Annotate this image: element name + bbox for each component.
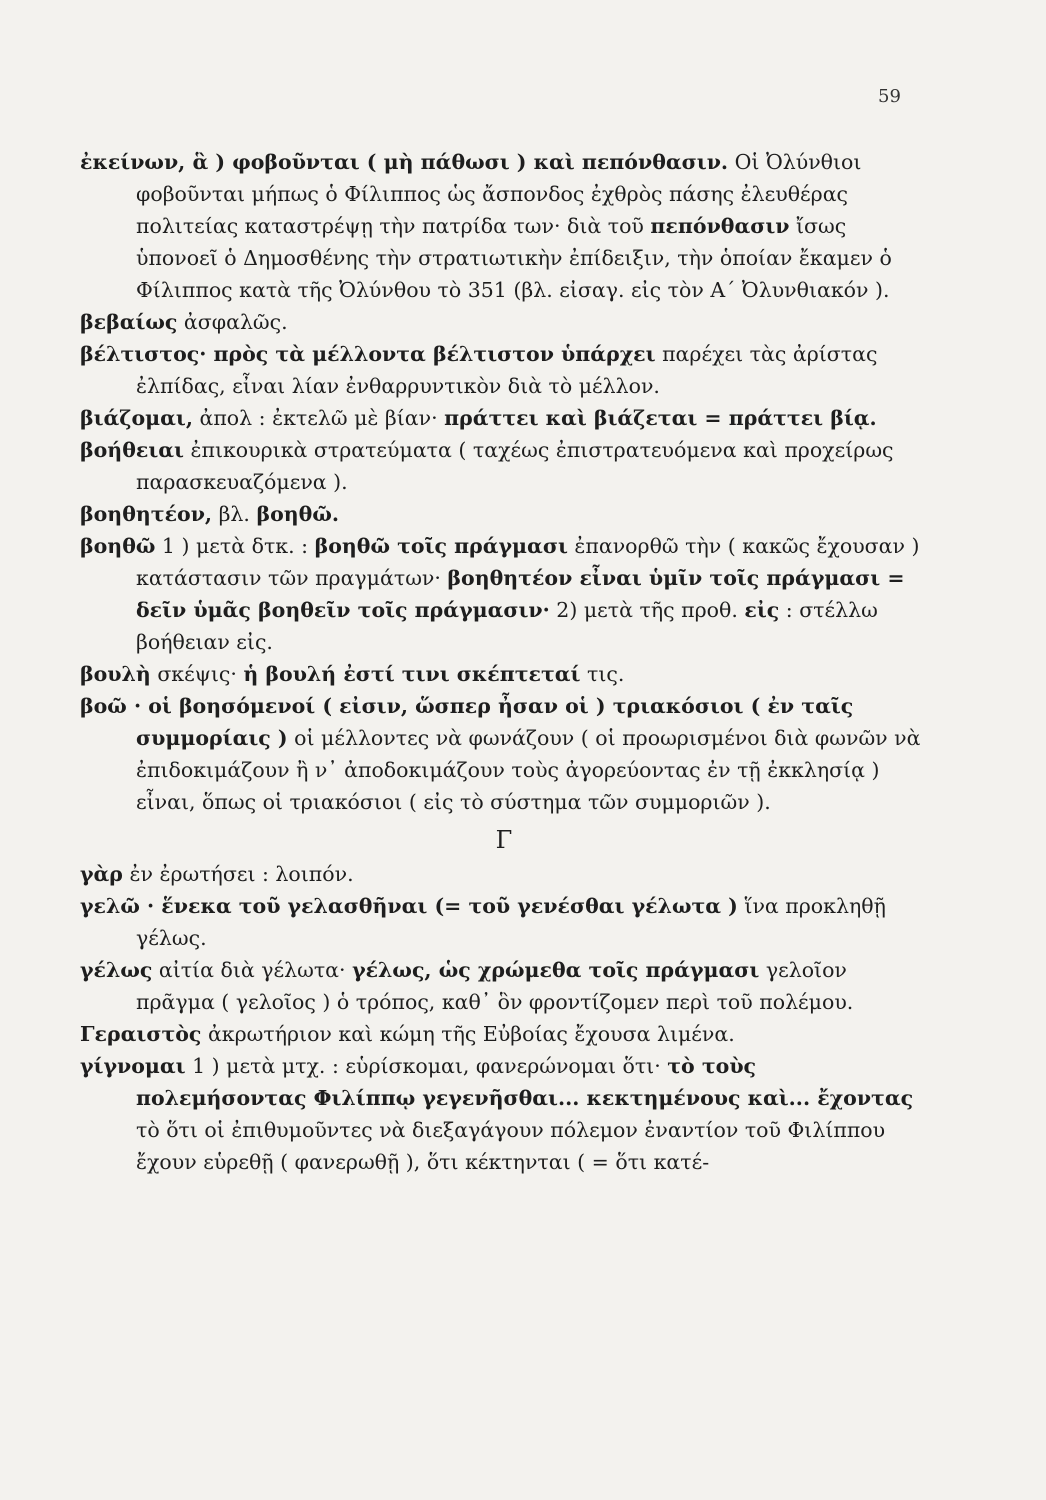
entry-text: σκέψις· — [150, 662, 244, 686]
entry-text: ἀκρωτήριον καὶ κώμη τῆς Εὐβοίας ἔχουσα λιμένα. — [201, 1022, 735, 1046]
entry-term: βοηθῶ. — [256, 502, 339, 526]
glossary-entry — [80, 434, 928, 498]
glossary-entry — [80, 1050, 928, 1178]
entry-text: ἐπικουρικὰ στρατεύματα ( ταχέως ἐπιστρατευόμενα καὶ προχείρως παρασκευαζόμενα ). — [136, 438, 894, 494]
entry-text: οἱ μέλλοντες νὰ φωνάζουν ( οἱ προωρισμένοι διὰ φωνῶν νὰ ἐπιδοκιμάζουν ἢ ν᾽ ἀποδοκιμάζουν τοὺς ἀγορεύοντας ἐν τῇ ἐκκλησίᾳ ) εἶναι, ὅπως οἱ τριακόσιοι ( εἰς τὸ σύστημα τῶν συμμοριῶν ). — [136, 726, 921, 814]
glossary-entry — [80, 858, 928, 890]
entry-text: ἐπανορθῶ τὴν ( κακῶς ἔχουσαν ) κατάστασιν τῶν πραγμάτων· — [136, 534, 920, 590]
entry-text: 2) μετὰ τῆς προθ. — [549, 598, 745, 622]
glossary-entry — [80, 658, 928, 690]
entry-text: γελοῖον πρᾶγμα ( γελοῖος ) ὁ τρόπος, καθ᾽ ὃν φροντίζομεν περὶ τοῦ πολέμου. — [136, 958, 854, 1014]
entry-term: βουλὴ — [80, 662, 151, 686]
glossary-entry — [80, 954, 928, 1018]
glossary-entry — [80, 146, 928, 306]
glossary-entry — [80, 690, 928, 818]
glossary-entry — [80, 530, 928, 658]
entry-text: παρέχει τὰς ἀρίστας ἐλπίδας, εἶναι λίαν ἐνθαρρυντικὸν διὰ τὸ μέλλον. — [136, 342, 878, 398]
entry-term: βοηθῶ — [80, 534, 156, 558]
glossary-entry — [80, 338, 928, 402]
entry-term: τὸ τοὺς πολεμήσοντας Φιλίππῳ γεγενῆσθαι... κεκτημένους καὶ... ἔχοντας — [136, 1054, 914, 1110]
dictionary-content — [80, 146, 928, 1178]
glossary-entry — [80, 306, 928, 338]
entry-text: 1 ) μετὰ μτχ. : εὑρίσκομαι, φανερώνομαι ὅτι· — [185, 1054, 668, 1078]
entry-term: γίγνομαι — [80, 1054, 186, 1078]
entry-text: αἰτία διὰ γέλωτα· — [152, 958, 353, 982]
entry-term: βεβαίως — [80, 310, 178, 334]
entry-text: τὸ ὅτι οἱ ἐπιθυμοῦντες νὰ διεξαγάγουν πόλεμον ἐναντίον τοῦ Φιλίππου ἔχουν εὑρεθῇ ( φανερωθῇ ), ὅτι κέκτηνται ( = ὅτι κατέ- — [136, 1118, 886, 1174]
entry-text: ἵνα προκληθῇ γέλως. — [136, 894, 886, 950]
entry-term: ἐκείνων, ἃ ) φοβοῦνται ( μὴ πάθωσι ) καὶ πεπόνθασιν. — [80, 150, 729, 174]
entry-term: βοηθῶ τοῖς πράγμασι — [314, 534, 568, 558]
entry-text: ἴσως ὑπονοεῖ ὁ Δημοσθένης τὴν στρατιωτικὴν ἐπίδειξιν, τὴν ὁποίαν ἔκαμεν ὁ Φίλιππος κατὰ τῆς Ὀλύνθου τὸ 351 (βλ. εἰσαγ. εἰς τὸν Α΄ Ὀλυνθιακόν ). — [136, 214, 892, 302]
entry-term: βέλτιστος· πρὸς τὰ μέλλοντα βέλτιστον ὑπάρχει — [80, 342, 656, 366]
glossary-entry — [80, 890, 928, 954]
entry-term: πεπόνθασιν — [650, 214, 790, 238]
entry-text: : στέλλω βοήθειαν εἰς. — [136, 598, 878, 654]
entry-term: Γεραιστὸς — [80, 1022, 202, 1046]
entry-term: εἰς — [744, 598, 780, 622]
entry-term: γὰρ — [80, 862, 123, 886]
entry-text: 1 ) μετὰ δτκ. : — [155, 534, 315, 558]
entry-term: βοηθητέον εἶναι ὑμῖν τοῖς πράγμασι = δεῖν ὑμᾶς βοηθεῖν τοῖς πράγμασιν· — [136, 566, 905, 622]
entry-text: βλ. — [212, 502, 257, 526]
entry-term: βοῶ · οἱ βοησόμενοί ( εἰσιν, ὥσπερ ἦσαν οἱ ) τριακόσιοι ( ἐν ταῖς συμμορίαις ) — [80, 694, 854, 750]
entry-term: βοηθητέον, — [80, 502, 213, 526]
entries-top — [80, 146, 928, 818]
entry-term: πράττει καὶ βιάζεται = πράττει βίᾳ. — [444, 406, 877, 430]
entry-term: γέλως, ὡς χρώμεθα τοῖς πράγμασι — [352, 958, 760, 982]
entry-term: βοήθειαι — [80, 438, 184, 462]
entry-text: ἀπολ : ἐκτελῶ μὲ βίαν· — [192, 406, 445, 430]
entry-text: τις. — [580, 662, 625, 686]
entry-term: γελῶ · ἕνεκα τοῦ γελασθῆναι (= τοῦ γενέσθαι γέλωτα ) — [80, 894, 738, 918]
entry-term: γέλως — [80, 958, 153, 982]
section-letter: Γ — [495, 826, 513, 854]
entry-term: βιάζομαι, — [80, 406, 193, 430]
entry-text: ἀσφαλῶς. — [177, 310, 288, 334]
glossary-entry — [80, 402, 928, 434]
entry-text: ἐν ἐρωτήσει : λοιπόν. — [122, 862, 354, 886]
glossary-entry — [80, 498, 928, 530]
entry-term: ἡ βουλή ἐστί τινι σκέπτεταί — [243, 662, 581, 686]
entries-bottom — [80, 858, 928, 1178]
glossary-entry — [80, 1018, 928, 1050]
page-number: 59 — [878, 86, 901, 107]
entry-text: Οἱ Ὀλύνθιοι φοβοῦνται μήπως ὁ Φίλιππος ὡς ἄσπονδος ἐχθρὸς πάσης ἐλευθέρας πολιτείας καταστρέψῃ τὴν πατρίδα των· διὰ τοῦ — [136, 150, 862, 238]
